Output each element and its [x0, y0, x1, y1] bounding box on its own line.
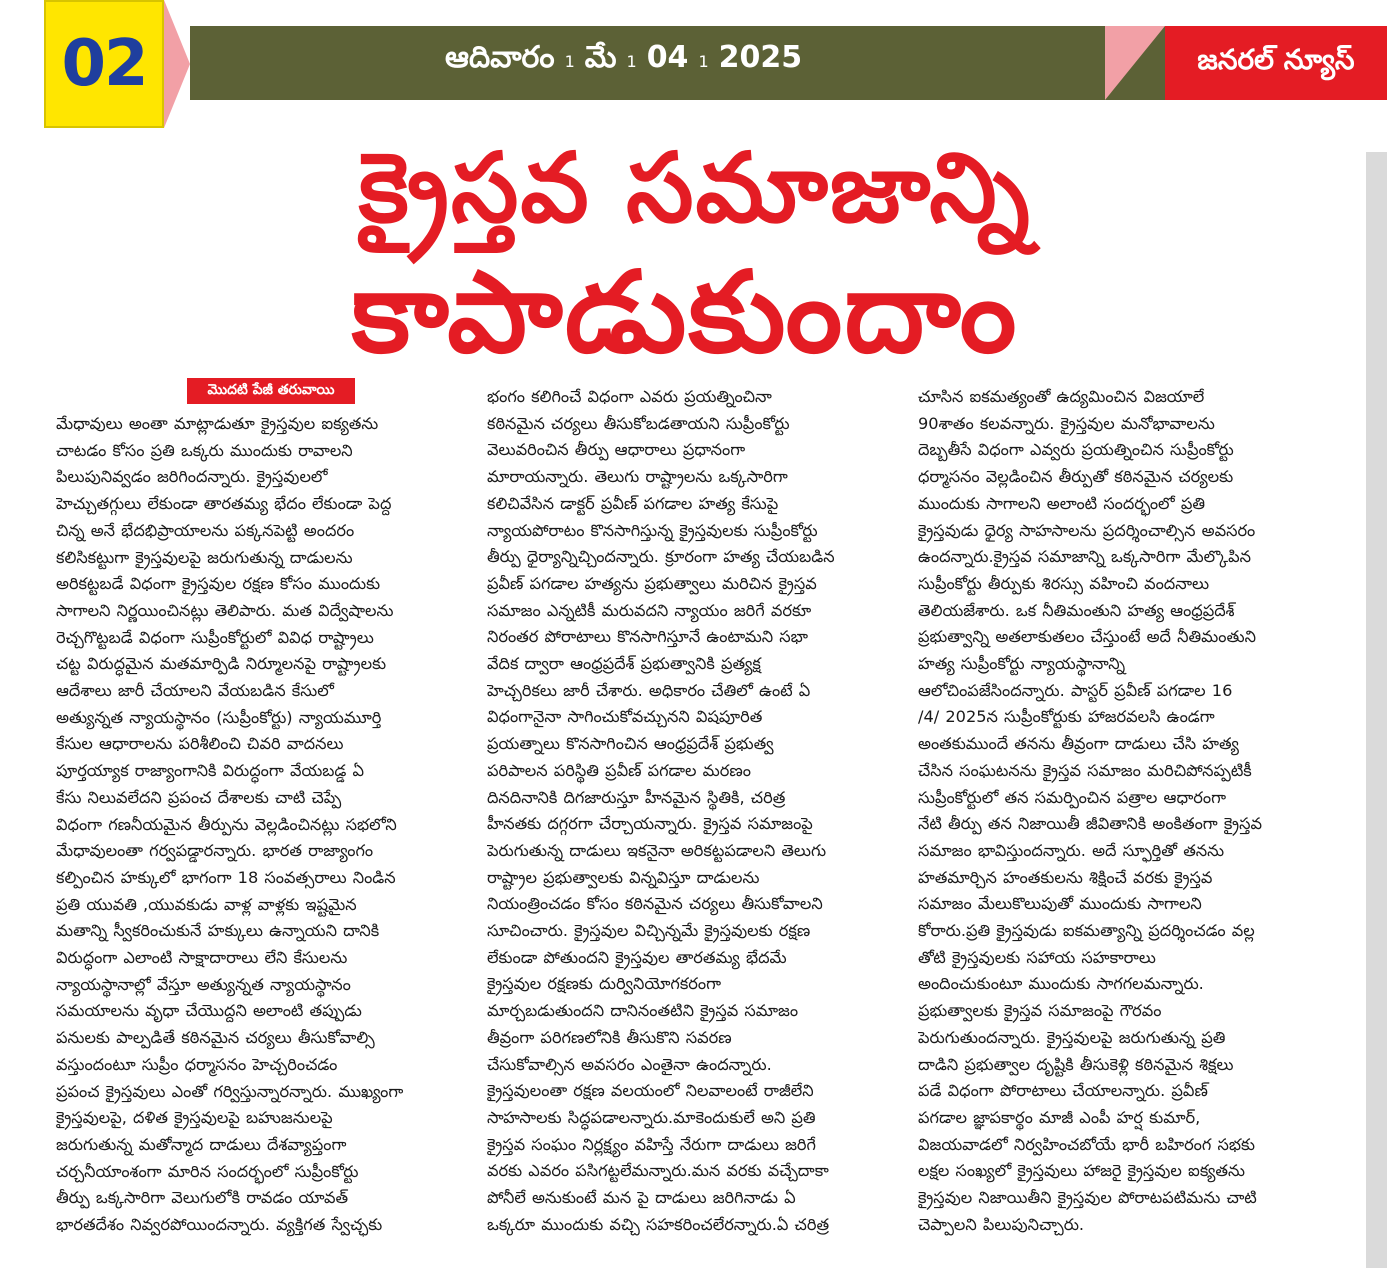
article-line: వేదిక ద్వారా ఆంధ్రప్రదేశ్ ప్రభుత్వానికి ప్రత్యక్ష: [487, 654, 761, 674]
article-line: /4/ 2025న సుప్రీంకోర్టుకు హాజరవలసి ఉండగా: [918, 707, 1215, 727]
article-line: సుప్రీంకోర్టు తీర్పుకు శిరస్సు వహించి వందనాలు: [918, 573, 1210, 593]
article-line: క్రైస్తవుల రక్షణకు దుర్వినియోగకరంగా: [487, 974, 722, 994]
date-day: 04: [646, 40, 689, 75]
date-weekday: ఆదివారం: [445, 40, 555, 75]
article-column-1: [56, 411, 460, 1239]
article-line: ముందుకు సాగాలని అలాంటి సందర్భంలో ప్రతి: [918, 493, 1206, 513]
date-separator: 1: [564, 52, 575, 71]
article-line: మతాన్ని స్వీకరించుకునే హక్కులు ఉన్నాయని దానికి: [56, 921, 380, 941]
article-line: కల్పించిన హక్కులో భాగంగా 18 సంవత్సరాలు నిండిన: [56, 867, 396, 887]
article-line: సుప్రీంకోర్టులో తన సమర్పించిన పత్రాల ఆధారంగా: [918, 787, 1227, 807]
article-line: తీవ్రంగా పరిగణలోనికి తీసుకొని సవరణ: [487, 1027, 732, 1047]
article-line: హతమార్చిన హంతకులను శిక్షించే వరకు క్రైస్తవ: [918, 867, 1213, 887]
article-line: చూసిన ఐకమత్యంతో ఉద్యమించిన విజయాలే: [918, 387, 1205, 406]
article-line: తెలియజేశారు. ఒక నీతిమంతుని హత్య ఆంధ్రప్రదేశ్: [918, 600, 1235, 620]
article-line: క్రైస్తవుల నిజాయితీని క్రైస్తవుల పోరాటపటిమను చాటి: [918, 1188, 1257, 1208]
article-line: సూచించారు. క్రైస్తవుల విచ్చిన్నమే క్రైస్తవులకు రక్షణ: [487, 921, 811, 941]
article-line: సమాజం మేలుకొలుపుతో ముందుకు సాగాలని: [918, 894, 1202, 914]
article-line: ప్రవీణ్ పగడాల హత్యను ప్రభుత్వాలు మరిచిన క్రైస్తవ: [487, 573, 817, 593]
date-month: మే: [584, 40, 617, 75]
continuation-tag: మొదటి పేజీ తరువాయి: [187, 378, 355, 404]
article-line: కేసుల ఆధారాలను పరిశీలించి చివరి వాదనలు: [56, 734, 344, 754]
article-line: క్రైస్తవులంతా రక్షణ వలయంలో నిలవాలంటే రాజీలేని: [487, 1081, 814, 1101]
article-line: వెలువరించిన తీర్పు ఆధారాలు ప్రధానంగా: [487, 440, 746, 460]
date-separator: 1: [626, 52, 637, 71]
article-line: కలిచివేసిన డాక్టర్ ప్రవీణ్ పగడాల హత్య కేసుపై: [487, 493, 779, 513]
article-line: పెరుగుతుందన్నారు. క్రైస్తవులపై జరుగుతున్న ప్రతి: [918, 1027, 1226, 1047]
article-line: అందించుకుంటూ ముందుకు సాగగలమన్నారు.: [918, 974, 1204, 994]
article-line: హత్య సుప్రీంకోర్టు న్యాయస్థానాన్ని: [918, 654, 1126, 674]
article-line: ధర్మాసనం వెల్లడించిన తీర్పుతో కఠినమైన చర్యలకు: [918, 467, 1234, 487]
article-line: మేధావులంతా గర్వపడ్డారన్నారు. భారత రాజ్యాంగం: [56, 841, 374, 861]
article-line: దెబ్బతీసే విధంగా ఎవ్వరు ప్రయత్నించిన సుప్రీంకోర్టు: [918, 440, 1234, 460]
article-line: చాటడం కోసం ప్రతి ఒక్కరు ముందుకు రావాలని: [56, 440, 353, 460]
article-line: మేధావులు అంతా మాట్లాడుతూ క్రైస్తవుల ఐక్యతను: [56, 414, 379, 433]
section-name: జనరల్ న్యూస్: [1197, 43, 1355, 76]
article-line: ప్రతి యువతి ,యువకుడు వాళ్ల వాళ్లకు ఇష్టమైన: [56, 894, 357, 914]
article-line: చేసిన సంఘటనను క్రైస్తవ సమాజం మరిచిపోనప్పటికీ: [918, 760, 1252, 780]
article-line: హెచ్చుతగ్గులు లేకుండా తారతమ్య భేదం లేకుండా పెద్ద: [56, 494, 392, 514]
article-line: దినదినానికి దిగజారుస్తూ హీనమైన స్థితికి, చరిత్ర: [487, 787, 786, 807]
article-line: వస్తుందంటూ సుప్రీం ధర్మాసనం హెచ్చరించడం: [56, 1054, 338, 1074]
article-line: క్రైస్తవులపై, దళిత క్రైస్తవులపై బహుజనులపై: [56, 1108, 333, 1128]
article-column-2: [487, 384, 889, 1239]
article-line: ఆదేశాలు జారీ చేయాలని వేయబడిన కేసులో: [56, 681, 334, 701]
section-tab: [1165, 26, 1387, 100]
article-line: లక్షల సంఖ్యలో క్రైస్తవులు హాజరై క్రైస్తవుల ఐక్యతను: [918, 1161, 1245, 1181]
article-line: నియంత్రించడం కోసం కఠినమైన చర్యలు తీసుకోవాలని: [487, 894, 823, 914]
article-line: చిన్న అనే భేదభిప్రాయాలను పక్కనపెట్టి అందరం: [56, 520, 355, 540]
article-line: అత్యున్నత న్యాయస్థానం (సుప్రీంకోర్టు) న్యాయమూర్తి: [56, 707, 382, 727]
article-line: ఒక్కరూ ముందుకు వచ్చి సహకరించలేరన్నారు.ఏ చరిత్ర: [487, 1214, 830, 1234]
article-line: రాష్ట్రాల ప్రభుత్వాలకు విన్నవిస్తూ దాడులను: [487, 867, 760, 887]
article-line: పెరుగుతున్న దాడులు ఇకనైనా అరికట్టపడాలని తెలుగు: [487, 840, 827, 860]
article-line: విధంగా గణనీయమైన తీర్పును వెల్లడించినట్లు సభలోని: [56, 814, 397, 834]
article-line: పడే విధంగా పోరాటాలు చేయాలన్నారు. ప్రవీణ్: [918, 1081, 1208, 1101]
article-line: సాగాలని నిర్ణయించినట్లు తెలిపారు. మత విద్వేషాలను: [56, 600, 394, 620]
article-line: తీర్పు ధైర్యాన్నిచ్చిందన్నారు. క్రూరంగా హత్య చేయబడిన: [487, 547, 835, 567]
article-line: భారతదేశం నివ్వరపోయిందన్నారు. వ్యక్తిగత స్వేచ్ఛకు: [56, 1215, 383, 1235]
article-line: నిరంతర పోరాటాలు కొనసాగిస్తూనే ఉంటామని సభా: [487, 627, 809, 647]
article-line: తోటి క్రైస్తవులకు సహాయ సహకారాలు: [918, 947, 1156, 967]
article-line: పగడాల జ్ఞాపకార్థం మాజీ ఎంపీ హర్ష కుమార్,: [918, 1107, 1201, 1127]
page-number: 02: [61, 27, 147, 101]
article-line: భంగం కలిగించే విధంగా ఎవరు ప్రయత్నించినా: [487, 387, 772, 406]
article-line: క్రైస్తవుడు ధైర్య సాహసాలను ప్రదర్శించాల్సిన అవసరం: [918, 520, 1256, 540]
article-line: ప్రభుత్వాలకు క్రైస్తవ సమాజంపై గౌరవం: [918, 1001, 1162, 1021]
article-line: సమాజం భావిస్తుందన్నారు. అదే స్ఫూర్తితో తనను: [918, 840, 1225, 860]
page-number-box: [44, 0, 164, 128]
headline-line-1: క్రైస్తవ సమాజాన్ని: [358, 132, 1032, 244]
article-line: సమయాలను వృధా చేయొద్దని అలాంటి తప్పుడు: [56, 1001, 362, 1021]
article-line: కేసు నిలువలేదని ప్రపంచ దేశాలకు చాటి చెప్పే: [56, 787, 342, 807]
article-line: కోరారు.ప్రతి క్రైస్తవుడు ఐకమత్యాన్ని ప్రదర్శించడం వల్ల: [918, 921, 1255, 941]
article-line: లేకుండా పోతుందని క్రైస్తవుల తారతమ్య భేదమే: [487, 947, 787, 967]
article-line: న్యాయపోరాటం కొనసాగిస్తున్న క్రైస్తవులకు సుప్రీంకోర్టు: [487, 520, 818, 540]
article-line: దాడిని ప్రభుత్వాల దృష్టికి తీసుకెళ్లి కఠినమైన శిక్షలు: [918, 1054, 1234, 1074]
article-line: 90శాతం కలవన్నారు. క్రైస్తవుల మనోభావాలను: [918, 413, 1215, 433]
headline-line-2: కాపాడుకుందాం: [351, 248, 1019, 378]
right-margin-bar: [1366, 152, 1387, 1268]
article-line: పూర్తయ్యాక రాజ్యాంగానికి విరుద్ధంగా వేయబడ్డ ఏ: [56, 761, 365, 781]
article-line: హెచ్చరికలు జారీ చేశారు. అధికారం చేతిలో ఉంటే ఏ: [487, 680, 811, 700]
article-line: మార్చబడుతుందని దానినంతటిని క్రైస్తవ సమాజం: [487, 1001, 799, 1021]
article-line: అరికట్టబడే విధంగా క్రైస్తవుల రక్షణ కోసం ముందుకు: [56, 574, 381, 594]
article-line: తీర్పు ఒక్కసారిగా వెలుగులోకి రావడం యావత్: [56, 1188, 349, 1208]
article-line: కఠినమైన చర్యలు తీసుకోబడతాయని సుప్రీంకోర్టు: [487, 413, 790, 433]
date-year: 2025: [718, 40, 803, 75]
article-line: ప్రయత్నాలు కొనసాగించిన ఆంధ్రప్రదేశ్ ప్రభుత్వ: [487, 734, 774, 754]
article-line: హీనతకు దగ్గరగా చేర్చాయన్నారు. క్రైస్తవ సమాజంపై: [487, 814, 813, 834]
article-line: కలిసికట్టుగా క్రైస్తవులపై జరుగుతున్న దాడులను: [56, 547, 353, 567]
article-line: పోనీలే అనుకుంటే మన పై దాడులు జరిగినాడు ఏ: [487, 1188, 796, 1208]
article-line: విజయవాడలో నిర్వహించబోయే భారీ బహిరంగ సభకు: [918, 1134, 1256, 1154]
article-line: న్యాయస్థానాల్లో వేస్తూ అత్యున్నత న్యాయస్థానం: [56, 974, 351, 994]
article-line: పరిపాలన పరిస్థితి ప్రవీణ్ పగడాల మరణం: [487, 760, 751, 780]
article-line: రెచ్చగొట్టబడే విధంగా సుప్రీంకోర్టులో వివిధ రాష్ట్రాలు: [56, 627, 374, 647]
section-tab-wedge-decoration: [1105, 26, 1165, 100]
article-line: సమాజం ఎన్నటికీ మరువదని న్యాయం జరిగే వరకూ: [487, 600, 812, 620]
date-line: [445, 40, 802, 88]
article-line: చట్ట విరుద్ధమైన మతమార్పిడి నిర్మూలనపై రాష్ట్రాలకు: [56, 654, 387, 674]
article-line: అంతకుముందే తనను తీవ్రంగా దాడులు చేసి హత్య: [918, 734, 1239, 754]
article-line: క్రైస్తవ సంఘం నిర్లక్ష్యం వహిస్తే నేరుగా దాడులు జరిగే: [487, 1134, 816, 1154]
article-line: విధంగానైనా సాగించుకోవచ్చునని విషపూరిత: [487, 707, 763, 727]
article-line: నేటి తీర్పు తన నిజాయితీ జీవితానికి అంకితంగా క్రైస్తవ: [918, 814, 1262, 834]
article-line: జరుగుతున్న మతోన్మాద దాడులు దేశవ్యాప్తంగా: [56, 1134, 347, 1154]
article-line: ప్రభుత్వాన్ని అతలాకుతలం చేస్తుంటే అదే నీతిమంతుని: [918, 627, 1257, 647]
article-line: సాహసాలకు సిద్ధపడాలన్నారు.మాకెందుకులే అని ప్రతి: [487, 1107, 816, 1127]
article-line: పనులకు పాల్పడితే కఠినమైన చర్యలు తీసుకోవాల్సి: [56, 1028, 375, 1048]
article-column-3: [918, 384, 1323, 1239]
article-line: విరుద్ధంగా ఎలాంటి సాక్షాదారాలు లేని కేసులను: [56, 948, 348, 968]
article-line: చెప్పాలని పిలుపునిచ్చారు.: [918, 1214, 1085, 1234]
article-line: ప్రపంచ క్రైస్తవులు ఎంతో గర్విస్తున్నారన్నారు. ముఖ్యంగా: [56, 1081, 404, 1101]
page-number-fold-decoration: [164, 0, 190, 128]
article-line: పిలుపునివ్వడం జరిగిందన్నారు. క్రైస్తవులలో: [56, 467, 328, 487]
article-line: మారాయన్నారు. తెలుగు రాష్ట్రాలను ఒక్కసారిగా: [487, 467, 788, 487]
article-line: ఆలోచింపజేసిందన్నారు. పాస్టర్ ప్రవీణ్ పగడాల 16: [918, 680, 1233, 700]
article-line: ఉందన్నారు.క్రైస్తవ సమాజాన్ని ఒక్కసారిగా మేల్కొపిన: [918, 547, 1251, 567]
article-line: వరకు ఎవరం పసిగట్టలేమన్నారు.మన వరకు వచ్చేదాకా: [487, 1161, 829, 1181]
article-line: చర్చనీయాంశంగా మారిన సందర్భంలో సుప్రీంకోర్టు: [56, 1161, 359, 1181]
article-line: చేసుకోవాల్సిన అవసరం ఎంతైనా ఉందన్నారు.: [487, 1054, 772, 1074]
date-separator: 1: [698, 52, 709, 71]
